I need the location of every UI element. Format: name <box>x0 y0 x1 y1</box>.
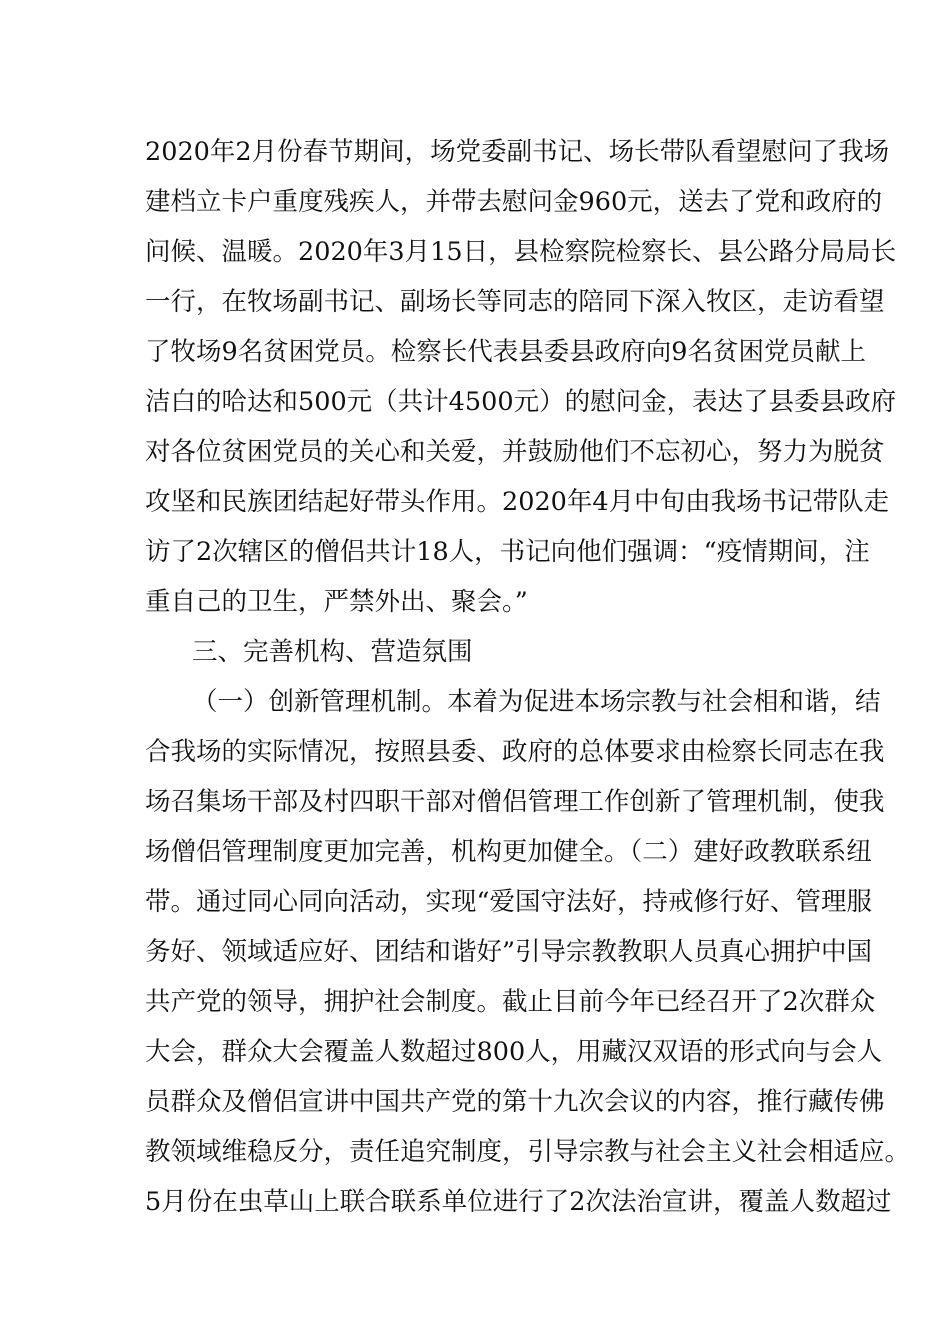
text-line-12: （一）创新管理机制。本着为促进本场宗教与社会相和谐，结 <box>192 687 881 717</box>
text-line-20: 员群众及僧侣宣讲中国共产党的第十九次会议的内容，推行藏传佛 <box>145 1087 885 1117</box>
text-line-10: 重自己的卫生，严禁外出、聚会。” <box>145 587 528 617</box>
text-line-13: 合我场的实际情况，按照县委、政府的总体要求由检察长同志在我 <box>145 737 885 767</box>
section-heading: 三、完善机构、营造氛围 <box>192 637 473 667</box>
text-line-4: 一行，在牧场副书记、副场长等同志的陪同下深入牧区，走访看望 <box>145 287 885 317</box>
text-line-17: 务好、领域适应好、团结和谐好”引导宗教教职人员真心拥护中国 <box>145 937 873 967</box>
text-line-9: 访了2次辖区的僧侣共计18人，书记向他们强调：“疫情期间，注 <box>145 537 870 567</box>
text-line-1: 2020年2月份春节期间，场党委副书记、场长带队看望慰问了我场 <box>145 137 890 167</box>
text-line-2: 建档立卡户重度残疾人，并带去慰问金960元，送去了党和政府的 <box>145 187 883 217</box>
text-line-19: 大会，群众大会覆盖人数超过800人，用藏汉双语的形式向与会人 <box>145 1037 883 1067</box>
text-line-6: 洁白的哈达和500元（共计4500元）的慰问金，表达了县委县政府 <box>145 387 897 417</box>
text-line-8: 攻坚和民族团结起好带头作用。2020年4月中旬由我场书记带队走 <box>145 487 890 517</box>
text-line-18: 共产党的领导，拥护社会制度。截止目前今年已经召开了2次群众 <box>145 987 876 1017</box>
text-line-14: 场召集场干部及村四职干部对僧侣管理工作创新了管理机制，使我 <box>145 787 885 817</box>
text-line-21: 教领域维稳反分，责任追究制度，引导宗教与社会主义社会相适应。 <box>145 1137 911 1167</box>
text-line-7: 对各位贫困党员的关心和关爱，并鼓励他们不忘初心，努力为脱贫 <box>145 437 885 467</box>
text-line-22: 5月份在虫草山上联合联系单位进行了2次法治宣讲，覆盖人数超过 <box>145 1187 892 1217</box>
text-line-16: 带。通过同心同向活动，实现“爱国守法好，持戒修行好、管理服 <box>145 887 873 917</box>
text-line-5: 了牧场9名贫困党员。检察长代表县委县政府向9名贫困党员献上 <box>145 337 866 367</box>
text-line-3: 问候、温暖。2020年3月15日，县检察院检察长、县公路分局局长 <box>145 237 897 267</box>
text-line-15: 场僧侣管理制度更加完善，机构更加健全。（二）建好政教联系纽 <box>145 837 872 867</box>
